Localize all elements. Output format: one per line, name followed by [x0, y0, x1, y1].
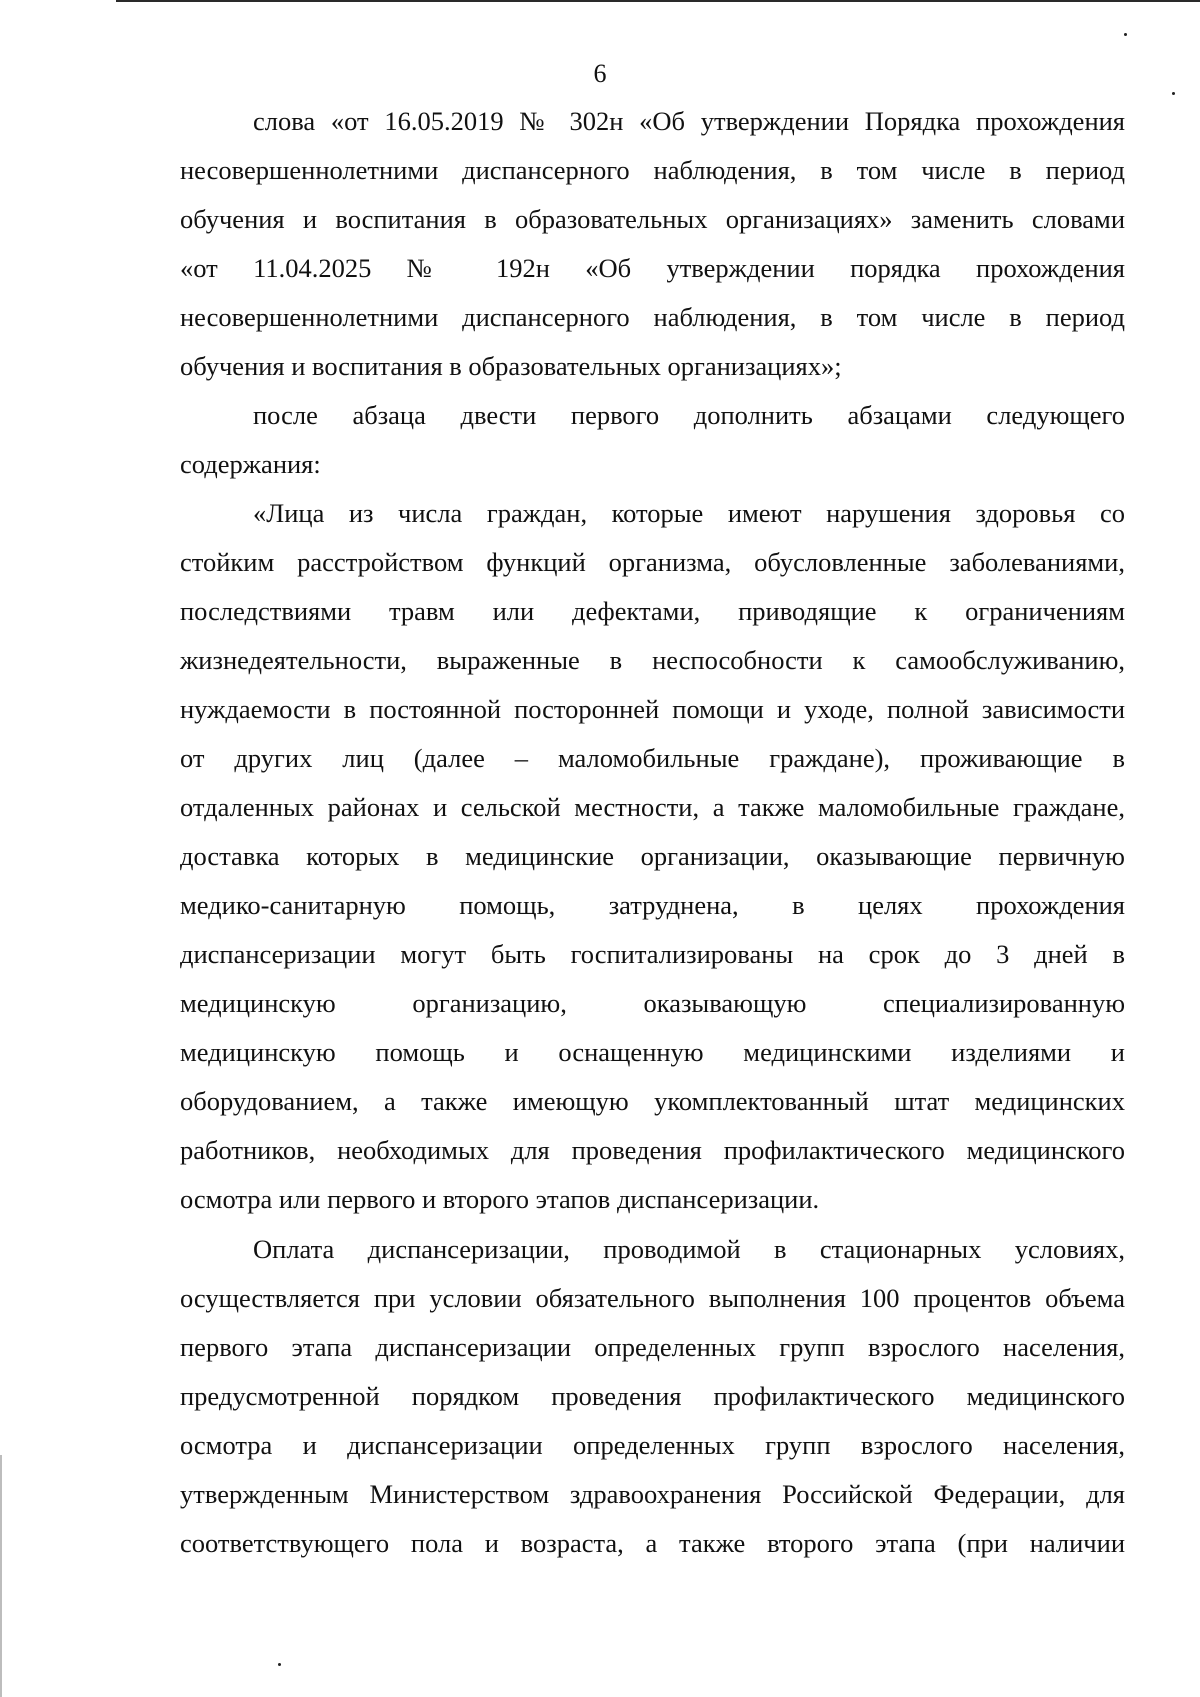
scan-speck	[1124, 33, 1127, 36]
text-line: содержания:	[180, 449, 321, 479]
text-line: несовершеннолетними диспансерного наблюдения, в том числе в период	[180, 155, 1125, 185]
text-line: медико-санитарную помощь, затруднена, в целях прохождения	[180, 890, 1125, 920]
text-line: стойким расстройством функций организма, обусловленные заболеваниями,	[180, 547, 1125, 577]
text-line: последствиями травм или дефектами, приводящие к ограничениям	[180, 596, 1125, 626]
text-line: работников, необходимых для проведения профилактического медицинского	[180, 1135, 1125, 1165]
text-line: Оплата диспансеризации, проводимой в стационарных условиях,	[253, 1234, 1125, 1264]
text-line: медицинскую помощь и оснащенную медицинскими изделиями и	[180, 1037, 1125, 1067]
text-line: медицинскую организацию, оказывающую специализированную	[180, 988, 1125, 1018]
text-line: доставка которых в медицинские организации, оказывающие первичную	[180, 841, 1125, 871]
text-line: первого этапа диспансеризации определенных групп взрослого населения,	[180, 1332, 1125, 1362]
text-line: предусмотренной порядком проведения профилактического медицинского	[180, 1381, 1125, 1411]
text-line: жизнедеятельности, выраженные в неспособности к самообслуживанию,	[180, 645, 1125, 675]
text-line: от других лиц (далее – маломобильные граждане), проживающие в	[180, 743, 1125, 773]
text-line: утвержденным Министерством здравоохранения Российской Федерации, для	[180, 1479, 1125, 1509]
text-line: слова «от 16.05.2019 № 302н «Об утверждении Порядка прохождения	[253, 106, 1125, 136]
text-line: обучения и воспитания в образовательных организациях»;	[180, 351, 842, 381]
page-number: 6	[593, 59, 607, 88]
text-line: осмотра и диспансеризации определенных групп взрослого населения,	[180, 1430, 1125, 1460]
text-line: отдаленных районах и сельской местности, а также маломобильные граждане,	[180, 792, 1125, 822]
text-line: «от 11.04.2025 № 192н «Об утверждении порядка прохождения	[180, 253, 1125, 283]
text-line: соответствующего пола и возраста, а также второго этапа (при наличии	[180, 1528, 1125, 1558]
text-line: нуждаемости в постоянной посторонней помощи и уходе, полной зависимости	[180, 694, 1125, 724]
scan-speck	[278, 1663, 281, 1666]
scan-left-edge	[0, 1455, 2, 1697]
text-line: осуществляется при условии обязательного выполнения 100 процентов объема	[180, 1283, 1125, 1313]
scan-speck	[1172, 92, 1175, 95]
text-line: оборудованием, а также имеющую укомплектованный штат медицинских	[180, 1086, 1125, 1116]
text-line: после абзаца двести первого дополнить абзацами следующего	[253, 400, 1125, 430]
text-line: «Лица из числа граждан, которые имеют нарушения здоровья со	[253, 498, 1125, 528]
text-line: диспансеризации могут быть госпитализированы на срок до 3 дней в	[180, 939, 1125, 969]
text-line: осмотра или первого и второго этапов диспансеризации.	[180, 1184, 820, 1214]
text-line: обучения и воспитания в образовательных организациях» заменить словами	[180, 204, 1125, 234]
scan-top-edge	[116, 0, 1200, 2]
text-line: несовершеннолетними диспансерного наблюдения, в том числе в период	[180, 302, 1125, 332]
